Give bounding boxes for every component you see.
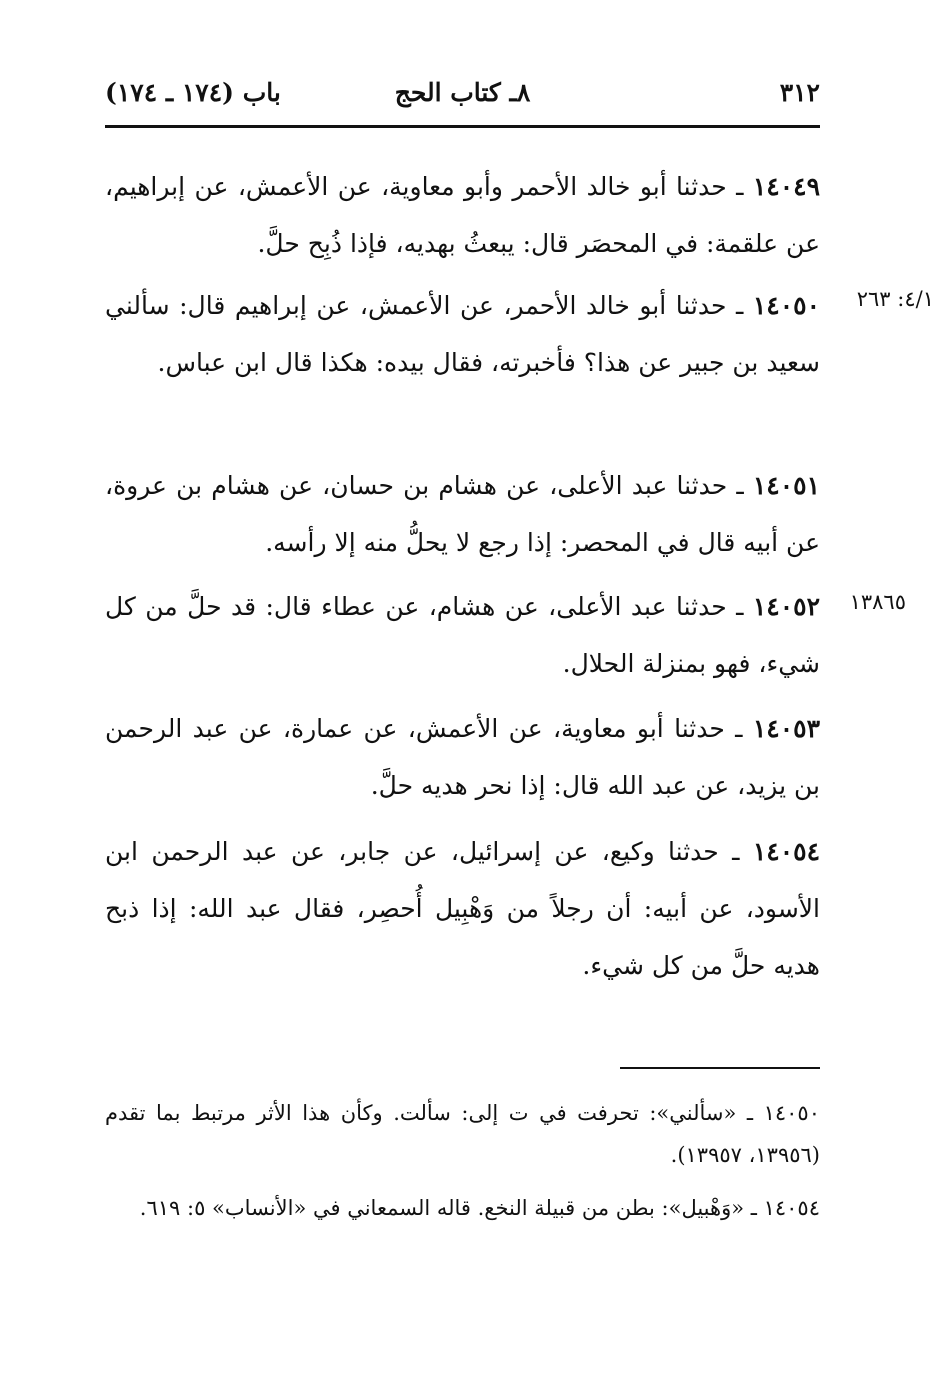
hadith-entry bbox=[105, 277, 820, 391]
hadith-number: ١٤٠٥٢ bbox=[752, 592, 821, 621]
hadith-number: ١٤٠٥٠ bbox=[752, 291, 820, 320]
hadith-number: ١٤٠٥٤ bbox=[752, 837, 820, 866]
margin-reference: ١٣٨٦٥ bbox=[849, 590, 906, 614]
chapter-reference: باب (١٧٤ ـ ١٧٤) bbox=[105, 78, 281, 107]
hadith-text: ـ حدثنا أبو خالد الأحمر، عن الأعمش، عن إبراهيم قال: سألني سعيد بن جبير عن هذا؟ فأخبرته، فقال بيده: هكذا قال ابن عباس. bbox=[105, 291, 820, 377]
hadith-text: ـ حدثنا عبد الأعلى، عن هشام، عن عطاء قال: قد حلَّ من كل شيء، فهو بمنزلة الحلال. bbox=[105, 592, 820, 678]
hadith-entry bbox=[105, 700, 820, 814]
hadith-number: ١٤٠٤٩ bbox=[752, 172, 820, 201]
hadith-text: ـ حدثنا أبو معاوية، عن الأعمش، عن عمارة، عن عبد الرحمن بن يزيد، عن عبد الله قال: إذا نحر هديه حلَّ. bbox=[105, 714, 820, 800]
chapter-title: ٨ـ كتاب الحج bbox=[394, 78, 531, 107]
hadith-text: ـ حدثنا عبد الأعلى، عن هشام بن حسان، عن هشام بن عروة، عن أبيه قال في المحصر: إذا رجع لا يحلُّ منه إلا رأسه. bbox=[105, 471, 820, 557]
header-rule bbox=[105, 125, 820, 128]
footnote-rule bbox=[620, 1067, 820, 1069]
hadith-text: ـ حدثنا أبو خالد الأحمر وأبو معاوية، عن الأعمش، عن إبراهيم، عن علقمة: في المحصَر قال: يبعثُ بهديه، فإذا ذُبِح حلَّ. bbox=[105, 172, 820, 258]
hadith-entry bbox=[105, 578, 820, 692]
page-number: ٣١٢ bbox=[779, 78, 820, 107]
footnote: ١٤٠٥٤ ـ «وَهْبيل»: بطن من قبيلة النخع. قاله السمعاني في «الأنساب» ٥: ٦١٩. bbox=[139, 1196, 820, 1220]
hadith-text: ـ حدثنا وكيع، عن إسرائيل، عن جابر، عن عبد الرحمن ابن الأسود، عن أبيه: أن رجلاً من وَهْبِيل أُحصِر، فقال عبد الله: إذا ذبح هديه حلَّ من كل شيء. bbox=[105, 837, 820, 980]
hadith-number: ١٤٠٥٣ bbox=[752, 714, 821, 743]
footnote: ١٤٠٥٠ ـ «سألني»: تحرفت في ت إلى: سألت. وكأن هذا الأثر مرتبط بما تقدم (١٣٩٥٦، ١٣٩٥٧). bbox=[105, 1101, 820, 1167]
hadith-entry bbox=[105, 158, 820, 272]
page-header bbox=[105, 78, 820, 122]
hadith-entry bbox=[105, 457, 820, 571]
hadith-number: ١٤٠٥١ bbox=[752, 471, 820, 500]
margin-reference: ٤/١: ٢٦٣ bbox=[856, 287, 934, 311]
hadith-entry bbox=[105, 823, 820, 994]
